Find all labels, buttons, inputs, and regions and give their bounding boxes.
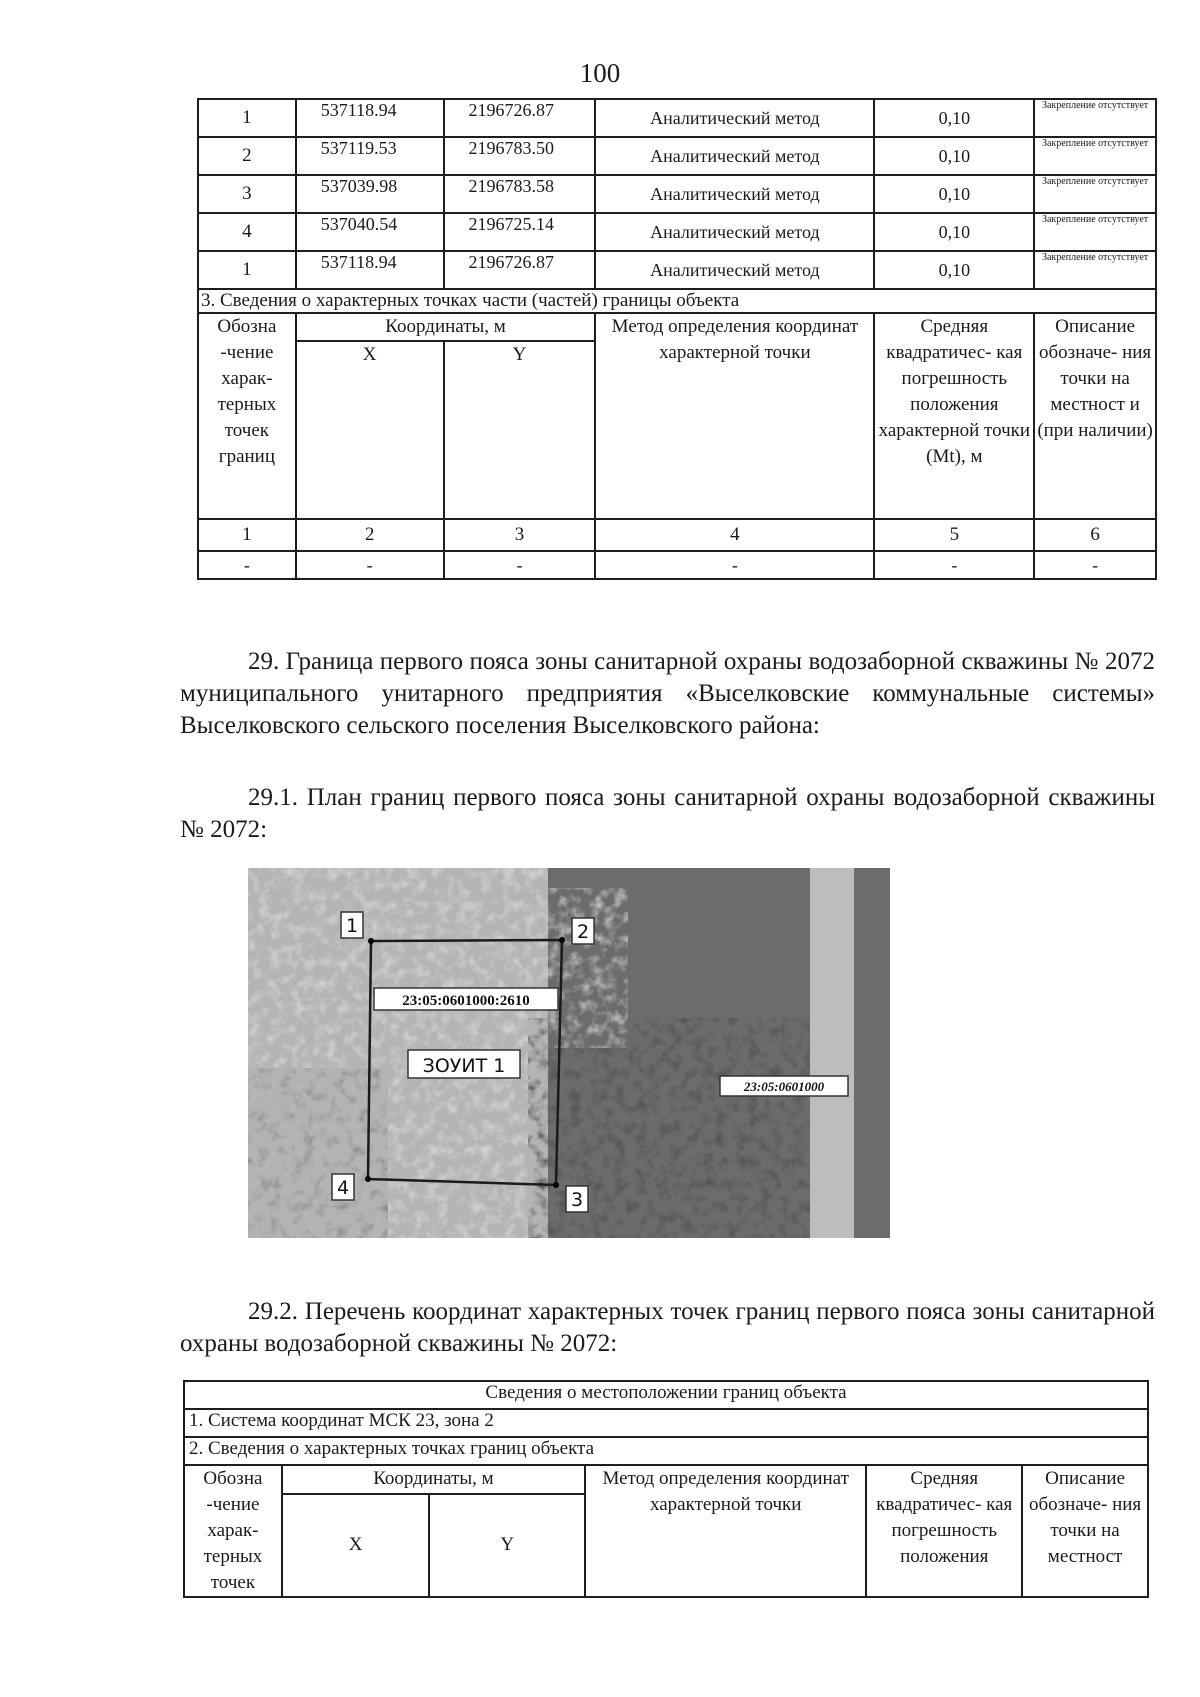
map-canvas <box>248 868 890 1238</box>
header-method: Метод определения координат характерной точки <box>585 1465 866 1597</box>
cell-desc: Закрепление отсутствует <box>1034 99 1156 137</box>
section3-row <box>198 289 1156 313</box>
cell-n: 4 <box>198 213 296 251</box>
column-numbers-row <box>198 519 1156 551</box>
table-row <box>198 251 1156 289</box>
cell-err: 0,10 <box>874 137 1034 175</box>
col-number: 2 <box>296 519 444 551</box>
section3-title: 3. Сведения о характерных точках части (частей) границы объекта <box>198 289 1156 313</box>
cell-x: 537039.98 <box>296 175 444 213</box>
cell-y: 2196783.50 <box>444 137 596 175</box>
cell-n: 2 <box>198 137 296 175</box>
cell-method: Аналитический метод <box>595 213 874 251</box>
paragraph-29-text: 29. Граница первого пояса зоны санитарной охраны водозаборной скважины № 2072 муниципального унитарного предприятия «Выселковские коммунальные системы» Выселковского сельского поселения Выселковского района: <box>180 648 1155 739</box>
cell-desc: Закрепление отсутствует <box>1034 213 1156 251</box>
point-marker <box>559 937 565 943</box>
top-coordinates-table <box>197 98 1157 580</box>
point-marker <box>368 938 374 944</box>
header-y: Y <box>444 341 596 519</box>
zone-label: ЗОУИТ 1 <box>422 1055 506 1077</box>
table-row <box>198 213 1156 251</box>
point-marker <box>365 1176 371 1182</box>
paragraph-29 <box>180 646 1155 742</box>
dash-cell: - <box>595 551 874 579</box>
header-description: Описание обозначе- ния точки на местност и (при наличии) <box>1034 313 1156 519</box>
section2-row <box>184 1437 1148 1465</box>
dash-cell: - <box>874 551 1034 579</box>
table-title-row <box>184 1381 1148 1409</box>
header-error: Средняя квадратичес- кая погрешность положения характерной точки (Mt), м <box>874 313 1034 519</box>
bottom-coordinates-table <box>183 1380 1149 1598</box>
quarter-label: 23:05:0601000 <box>743 1079 825 1094</box>
table-row <box>198 99 1156 137</box>
dash-cell: - <box>1034 551 1156 579</box>
cell-x: 537119.53 <box>296 137 444 175</box>
paragraph-29-2-text: 29.2. Перечень координат характерных точек границ первого пояса зоны санитарной охраны водозаборной скважины № 2072: <box>180 1298 1155 1357</box>
section2-title: 2. Сведения о характерных точках границ объекта <box>184 1437 1148 1465</box>
cell-method: Аналитический метод <box>595 251 874 289</box>
cell-desc: Закрепление отсутствует <box>1034 175 1156 213</box>
dash-cell: - <box>198 551 296 579</box>
header-row <box>198 313 1156 341</box>
cell-method: Аналитический метод <box>595 99 874 137</box>
cell-n: 1 <box>198 251 296 289</box>
col-number: 5 <box>874 519 1034 551</box>
cell-n: 3 <box>198 175 296 213</box>
point-label: 2 <box>576 921 590 943</box>
header-coords: Координаты, м <box>296 313 596 341</box>
point-marker <box>553 1182 559 1188</box>
header-error: Средняя квадратичес- кая погрешность положения <box>866 1465 1022 1597</box>
table-row <box>198 175 1156 213</box>
cell-x: 537118.94 <box>296 251 444 289</box>
cell-x: 537040.54 <box>296 213 444 251</box>
header-coords: Координаты, м <box>282 1465 585 1494</box>
header-designation: Обозна -чение харак- терных точек границ <box>198 313 296 519</box>
header-row <box>184 1465 1148 1494</box>
col-number: 3 <box>444 519 596 551</box>
cell-desc: Закрепление отсутствует <box>1034 251 1156 289</box>
point-label: 3 <box>570 1189 584 1211</box>
cell-err: 0,10 <box>874 99 1034 137</box>
cell-y: 2196726.87 <box>444 251 596 289</box>
paragraph-29-1 <box>180 782 1155 846</box>
cell-err: 0,10 <box>874 175 1034 213</box>
top-table-body <box>198 99 1156 289</box>
cell-method: Аналитический метод <box>595 137 874 175</box>
coordinate-system: 1. Система координат МСК 23, зона 2 <box>184 1409 1148 1437</box>
map-road-strip <box>810 868 854 1238</box>
paragraph-29-1-text: 29.1. План границ первого пояса зоны санитарной охраны водозаборной скважины № 2072: <box>180 784 1155 843</box>
header-description: Описание обозначе- ния точки на местност <box>1022 1465 1148 1597</box>
cell-method: Аналитический метод <box>595 175 874 213</box>
cell-err: 0,10 <box>874 213 1034 251</box>
col-number: 4 <box>595 519 874 551</box>
map-texture-patch <box>248 1068 388 1238</box>
system-row <box>184 1409 1148 1437</box>
cell-y: 2196783.58 <box>444 175 596 213</box>
point-label: 1 <box>345 915 359 937</box>
header-x: X <box>282 1494 430 1597</box>
table-row <box>198 137 1156 175</box>
cell-err: 0,10 <box>874 251 1034 289</box>
boundary-plan-map <box>248 868 890 1238</box>
point-label: 4 <box>336 1177 350 1199</box>
paragraph-29-2 <box>180 1296 1155 1360</box>
header-method: Метод определения координат характерной точки <box>595 313 874 519</box>
header-x: X <box>296 341 444 519</box>
header-designation: Обозна -чение харак- терных точек <box>184 1465 282 1597</box>
cell-y: 2196726.87 <box>444 99 596 137</box>
parcel-label: 23:05:0601000:2610 <box>402 993 530 1009</box>
dash-row <box>198 551 1156 579</box>
col-number: 6 <box>1034 519 1156 551</box>
cell-n: 1 <box>198 99 296 137</box>
header-y: Y <box>429 1494 585 1597</box>
dash-cell: - <box>444 551 596 579</box>
page-number: 100 <box>579 58 621 88</box>
cell-x: 537118.94 <box>296 99 444 137</box>
table-title: Сведения о местоположении границ объекта <box>184 1381 1148 1409</box>
cell-desc: Закрепление отсутствует <box>1034 137 1156 175</box>
dash-cell: - <box>296 551 444 579</box>
col-number: 1 <box>198 519 296 551</box>
cell-y: 2196725.14 <box>444 213 596 251</box>
